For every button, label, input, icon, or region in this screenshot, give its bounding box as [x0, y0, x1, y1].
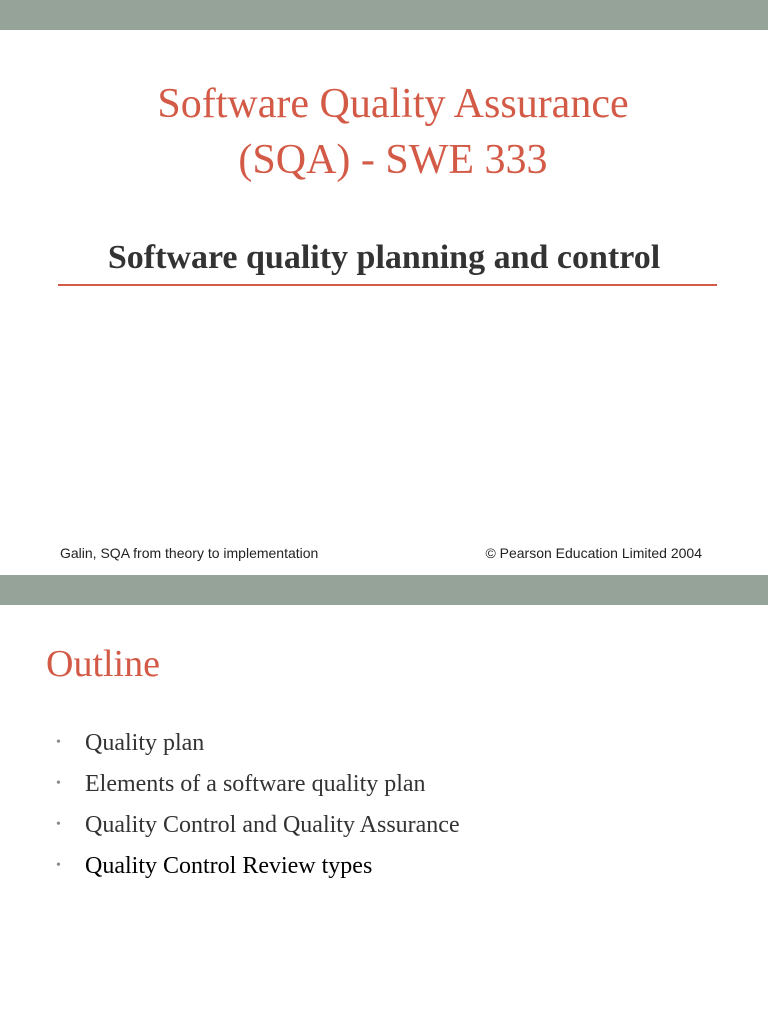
- bullet-dot-icon: •: [56, 776, 61, 791]
- bullet-dot-icon: •: [56, 817, 61, 832]
- outline-item: [56, 808, 460, 849]
- footer-copyright: © Pearson Education Limited 2004: [485, 545, 702, 561]
- outline-item: [56, 767, 460, 808]
- slide-title: [0, 76, 768, 188]
- outline-item: [56, 726, 460, 767]
- slide-title-line-2: (SQA) - SWE 333: [238, 137, 548, 183]
- outline-item-label: Elements of a software quality plan: [85, 771, 426, 797]
- outline-item: [56, 849, 460, 890]
- top-band: [0, 0, 768, 30]
- slide-subtitle: Software quality planning and control: [107, 239, 661, 276]
- slide-separator-band: [0, 575, 768, 605]
- bullet-dot-icon: •: [56, 858, 61, 873]
- outline-title: Outline: [46, 643, 160, 685]
- outline-list: [56, 726, 460, 890]
- outline-item-label: Quality plan: [85, 730, 205, 756]
- bullet-dot-icon: •: [56, 735, 61, 750]
- footer-source: Galin, SQA from theory to implementation: [60, 545, 319, 561]
- outline-item-label: Quality Control and Quality Assurance: [85, 812, 460, 838]
- outline-item-label: Quality Control Review types: [85, 853, 373, 879]
- slide-title-line-1: Software Quality Assurance: [157, 81, 629, 127]
- subtitle-divider: [58, 284, 717, 286]
